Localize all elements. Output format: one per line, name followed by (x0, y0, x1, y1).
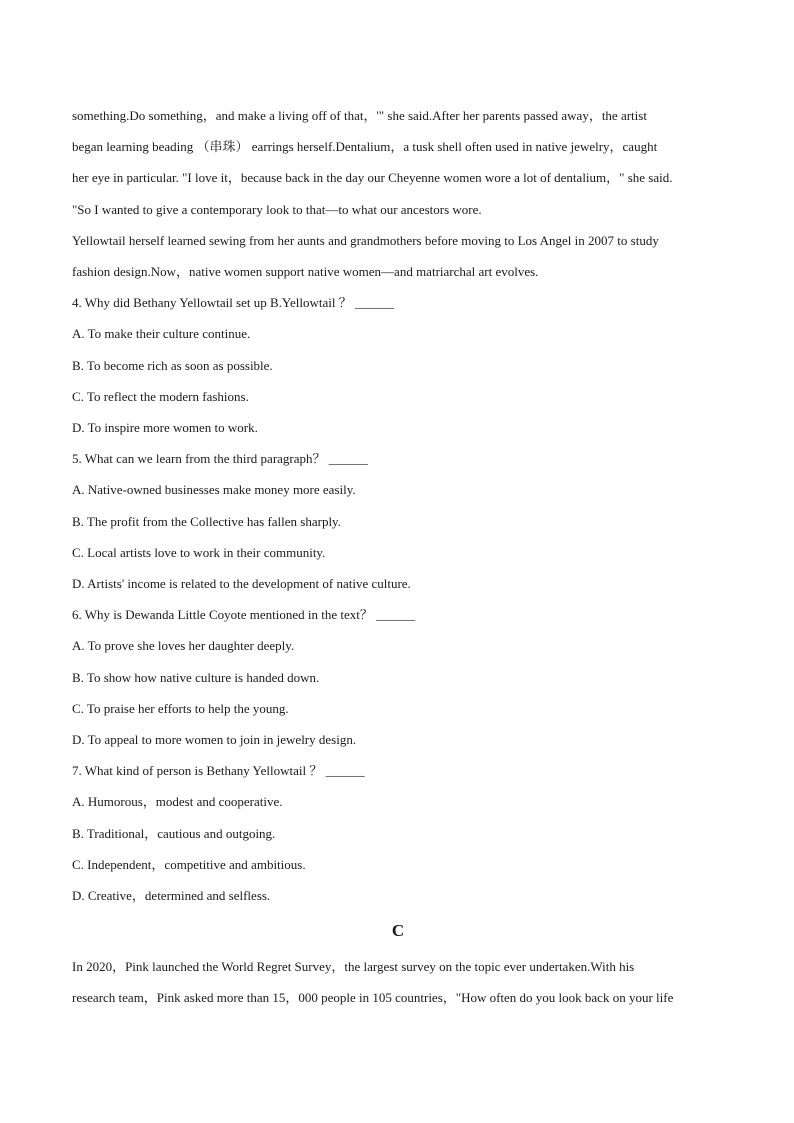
answer-option: D. To inspire more women to work. (72, 420, 258, 436)
question-stem: 7. What kind of person is Bethany Yellowtail ？ ______ (72, 763, 365, 779)
answer-option: C. Local artists love to work in their community. (72, 544, 326, 560)
answer-option: D. Artists' income is related to the development of native culture. (72, 576, 411, 592)
answer-option: D. Creative，determined and selfless. (72, 888, 271, 904)
question-stem: 4. Why did Bethany Yellowtail set up B.Yellowtail ？ ______ (72, 295, 394, 311)
paragraph-line: fashion design.Now，native women support native women—and matriarchal art evolves. (72, 264, 539, 280)
answer-option: C. To reflect the modern fashions. (72, 388, 249, 404)
question-7 (72, 755, 724, 911)
answer-option: C. Independent，competitive and ambitious. (72, 856, 306, 872)
passage-b-continuation (72, 100, 724, 287)
question-stem: 6. Why is Dewanda Little Coyote mentioned in the text？ ______ (72, 607, 416, 623)
question-4 (72, 287, 724, 443)
answer-option: A. Humorous，modest and cooperative. (72, 794, 283, 810)
question-6 (72, 599, 724, 755)
answer-option: B. Traditional，cautious and outgoing. (72, 825, 276, 841)
question-5 (72, 443, 724, 599)
paragraph-line: In 2020，Pink launched the World Regret Survey，the largest survey on the topic ever undertaken.With his (72, 959, 635, 975)
answer-option: C. To praise her efforts to help the young. (72, 700, 289, 716)
answer-option: B. The profit from the Collective has fallen sharply. (72, 513, 341, 529)
answer-option: B. To become rich as soon as possible. (72, 357, 273, 373)
answer-option: A. Native-owned businesses make money more easily. (72, 482, 356, 498)
answer-option: A. To prove she loves her daughter deeply. (72, 638, 295, 654)
answer-option: B. To show how native culture is handed down. (72, 669, 320, 685)
paragraph-line: began learning beading （串珠） earrings herself.Dentalium，a tusk shell often used in native jewelry，caught (72, 139, 658, 155)
paragraph-line: research team，Pink asked more than 15，000 people in 105 countries，"How often do you look back on your life (72, 990, 674, 1006)
section-c (72, 911, 724, 1013)
page-content (72, 100, 724, 1014)
answer-option: D. To appeal to more women to join in jewelry design. (72, 732, 357, 748)
paragraph-line: "So I wanted to give a contemporary look to that—to what our ancestors wore. (72, 201, 482, 217)
question-stem: 5. What can we learn from the third paragraph？ ______ (72, 451, 368, 467)
answer-option: A. To make their culture continue. (72, 326, 251, 342)
paragraph-line: her eye in particular. "I love it，because back in the day our Cheyenne women wore a lot of dentalium，" she said. (72, 170, 673, 186)
section-heading: C (391, 921, 405, 941)
paragraph-line: something.Do something，and make a living off of that，'" she said.After her parents passed away，the artist (72, 108, 647, 123)
paragraph-line: Yellowtail herself learned sewing from her aunts and grandmothers before moving to Los Angel in 2007 to study (72, 232, 659, 248)
